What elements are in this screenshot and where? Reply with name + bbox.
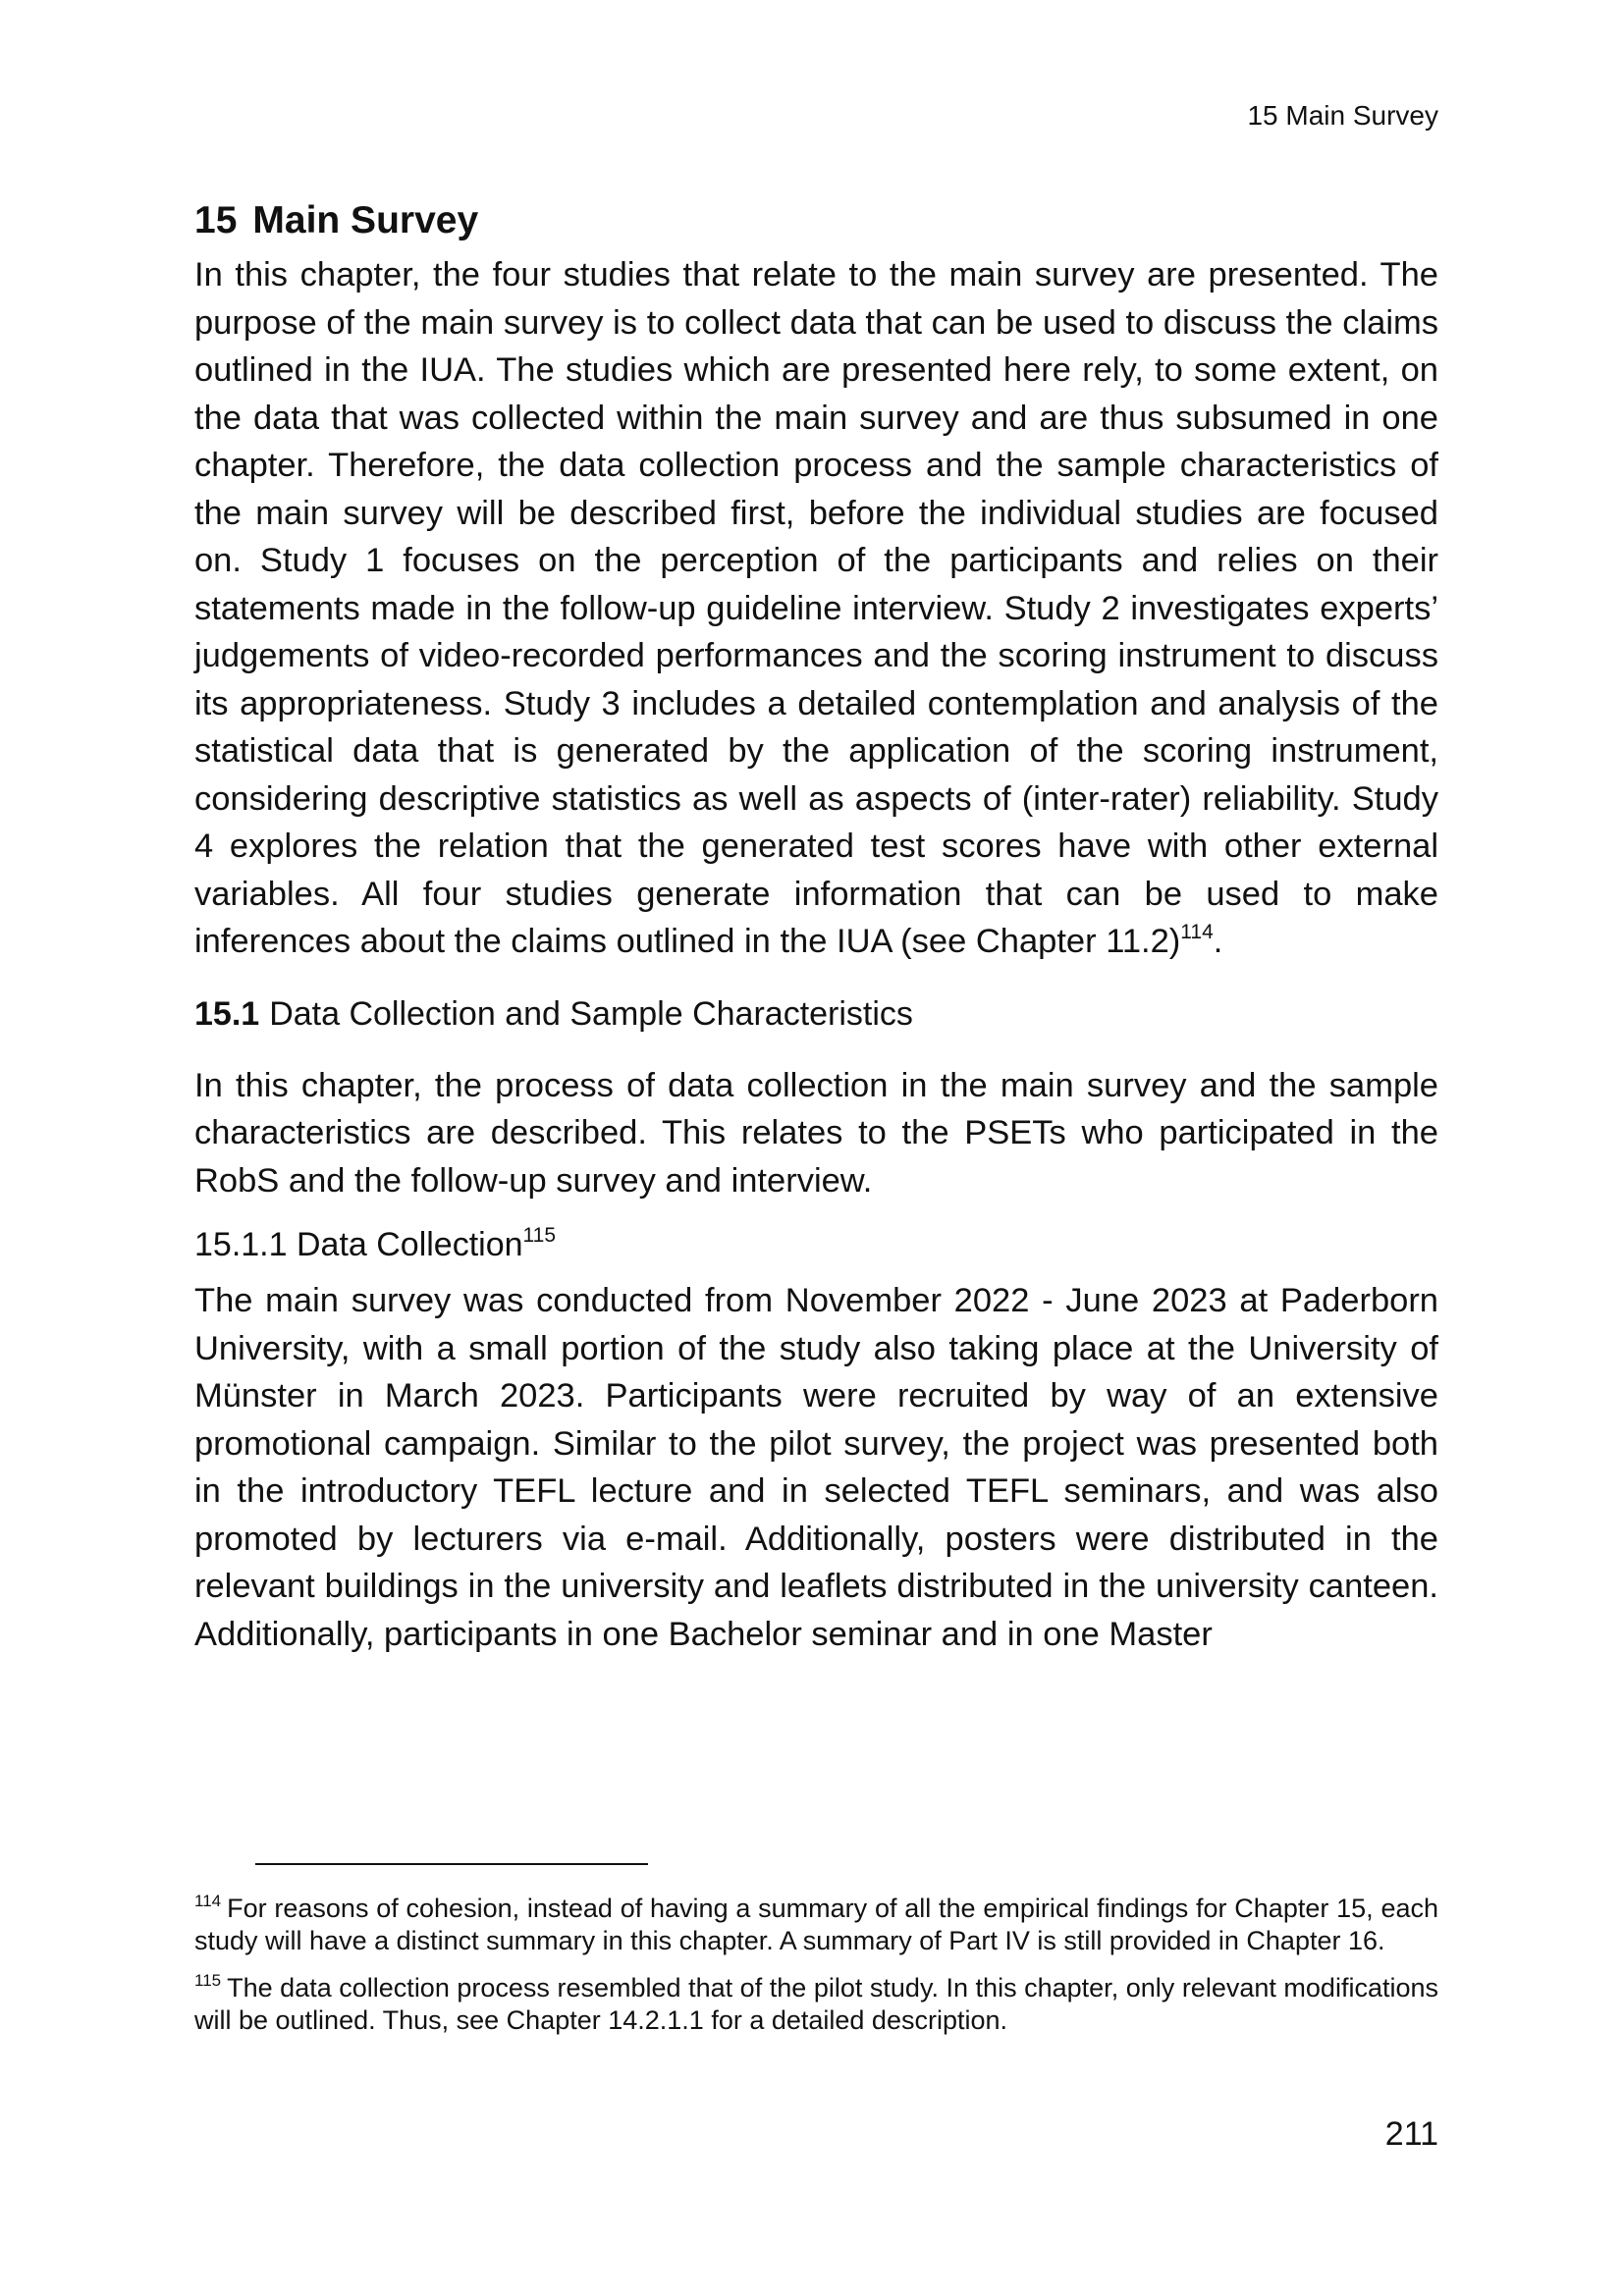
footnote-ref-115[interactable]: 115 [522, 1224, 557, 1247]
subsection-heading [194, 1222, 1438, 1267]
footnotes [194, 1893, 1438, 2052]
footnote-text: For reasons of cohesion, instead of having a summary of all the empirical findings for Chapter 15, each study will have a distinct summary in this chapter. A summary of Part IV is still provided in Chapter 16. [194, 1894, 1438, 1955]
subsection-title: 15.1.1 Data Collection [194, 1226, 523, 1263]
chapter-title [194, 196, 1438, 245]
footnote-number: 115 [194, 1971, 222, 1990]
page-number: 211 [1384, 2115, 1438, 2153]
section-paragraph: In this chapter, the process of data collection in the main survey and the sample characteristics are described. This relates to the PSETs who participated in the RobS and the follow-up survey and interview. [194, 1066, 1438, 1200]
footnote-number: 114 [194, 1892, 222, 1910]
footnote-114 [194, 1893, 1438, 1957]
intro-trailing: . [1213, 923, 1223, 960]
intro-paragraph [194, 251, 1438, 966]
subsection-paragraph: The main survey was conducted from November 2022 - June 2023 at Paderborn University, with a small portion of the study also taking place at the University of Münster in March 2023. Participants were recruited by way of an extensive promotional campaign. Similar to the pilot survey, the project was presented both in the introductory TEFL lecture and in selected TEFL seminars, and was also promoted by lecturers via e-mail. Additionally, posters were distributed in the relevant buildings in the university and leaflets distributed in the university canteen. Additionally, participants in one Bachelor seminar and in one Master [194, 1282, 1438, 1653]
running-header: 15 Main Survey [1247, 100, 1438, 131]
chapter-title-text: Main Survey [252, 199, 479, 241]
section-title: Data Collection and Sample Characteristics [269, 994, 913, 1033]
section-heading [194, 991, 1438, 1037]
intro-text: In this chapter, the four studies that relate to the main survey are presented. The purpose of the main survey is to collect data that can be used to discuss the claims outlined in the IUA. The studies which are presented here rely, to some extent, on the data that was collected within the main survey and are thus subsumed in one chapter. Therefore, the data collection process and the sample characteristics of the main survey will be described first, before the individual studies are focused on. Study 1 focuses on the perception of the participants and relies on their statements made in the follow-up guideline interview. Study 2 investigates experts’ judgements of video-recorded performances and the scoring instrument to discuss its appropriateness. Study 3 includes a detailed contemplation and analysis of the statistical data that is generated by the application of the scoring instrument, considering descriptive statistics as well as aspects of (inter-rater) reliability. Study 4 explores the relation that the generated test scores have with other external variables. All four studies generate information that can be used to make inferences about the claims outlined in the IUA (see Chapter 11.2) [194, 256, 1438, 960]
footnote-text: The data collection process resembled that of the pilot study. In this chapter, only relevant modifications will be outlined. Thus, see Chapter 14.2.1.1 for a detailed description. [194, 1973, 1438, 2035]
footnote-115 [194, 1972, 1438, 2037]
main-content [194, 196, 1438, 1658]
section-number: 15.1 [194, 994, 260, 1033]
chapter-number: 15 [194, 199, 238, 241]
footnote-ref-114[interactable]: 114 [1180, 921, 1214, 943]
footnote-divider [255, 1863, 648, 1865]
